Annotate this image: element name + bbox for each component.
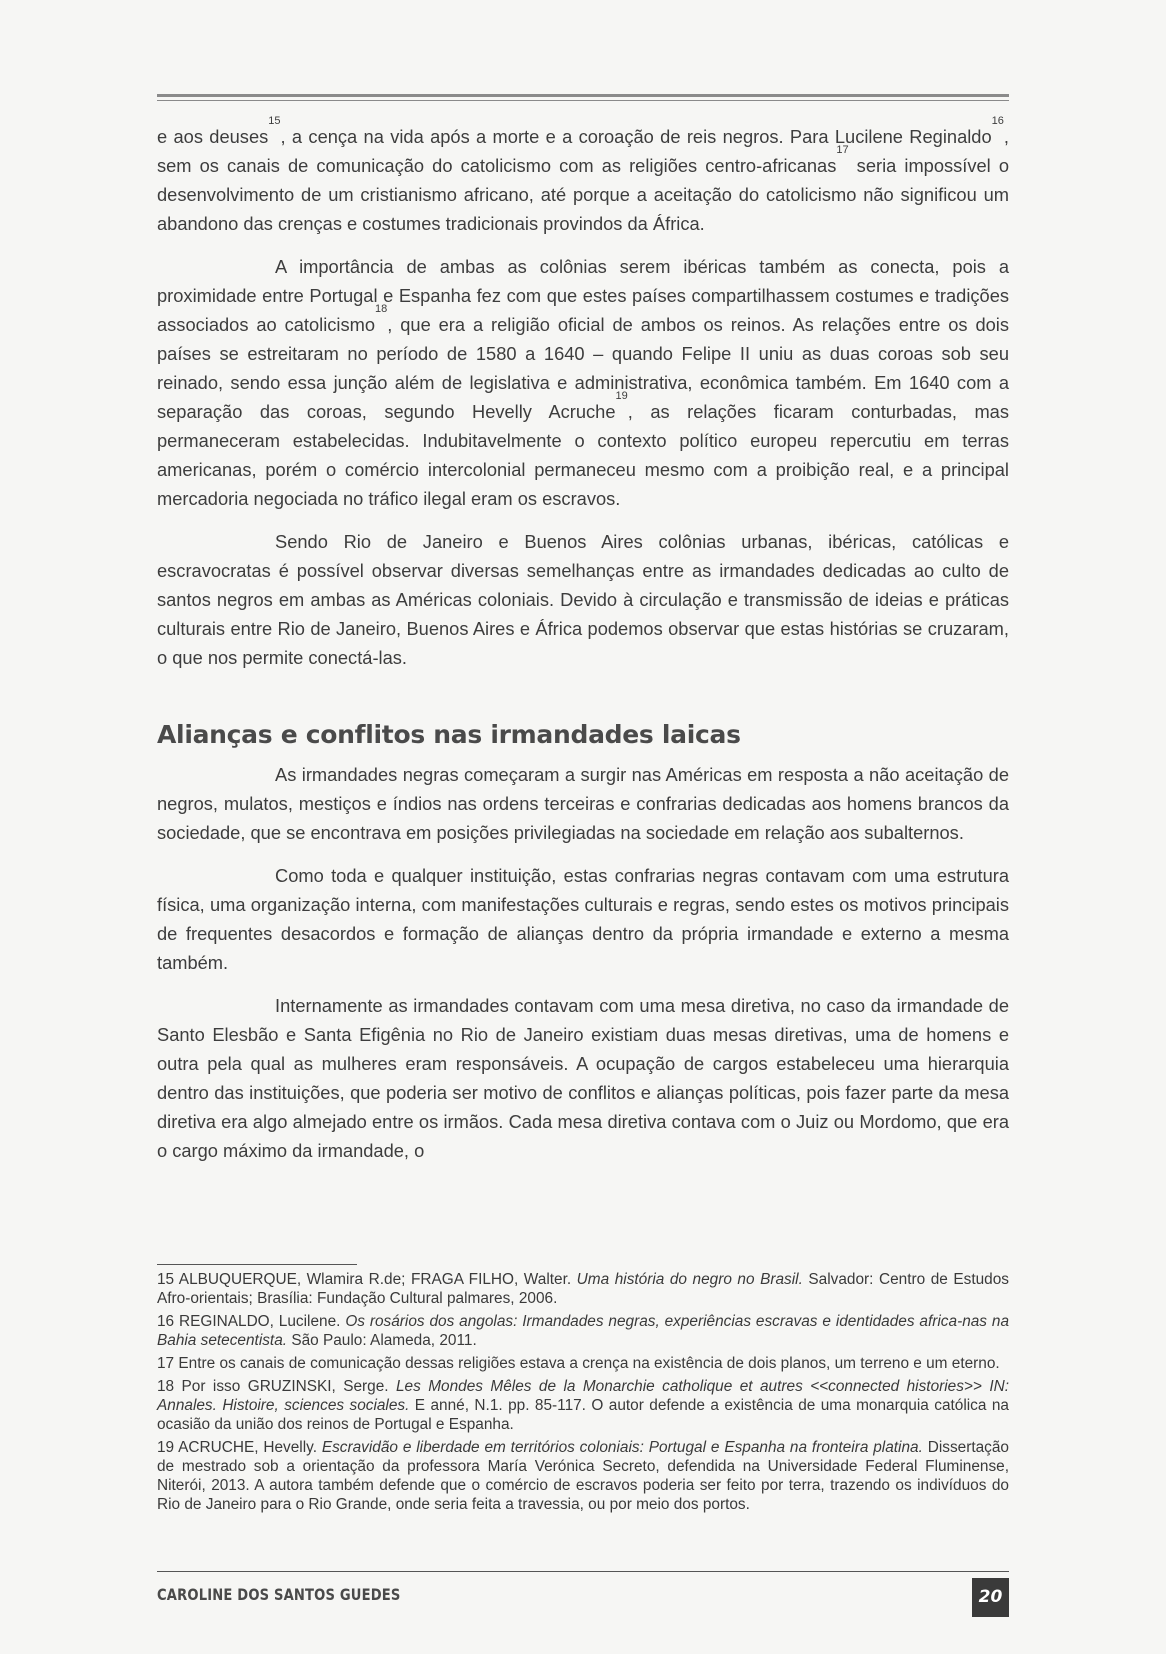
footnote-ref-17: 17 (836, 144, 849, 156)
footnote-18: 18 Por isso GRUZINSKI, Serge. Les Mondes Mêles de la Monarchie catholique et autres <<connected histories>> IN: Annales. Histoire, sciences sociales. E anné, N.1. pp. 85-117. O autor defende a existência de uma monarquia católica na ocasião da união dos reinos de Portugal e Espanha. (157, 1378, 1009, 1433)
paragraph-6: Internamente as irmandades contavam com uma mesa diretiva, no caso da irmandade de Santo Elesbão e Santa Efigênia no Rio de Janeiro existiam duas mesas diretivas, uma de homens e outra pela qual as mulheres eram responsáveis. A ocupação de cargos estabeleceu uma hierarquia dentro das instituições, que poderia ser motivo de conflitos e alianças políticas, pois fazer parte da mesa diretiva era algo almejado entre os irmãos. Cada mesa diretiva contava com o Juiz ou Mordomo, que era o cargo máximo da irmandade, o (157, 995, 1009, 1161)
section-heading: Alianças e conflitos nas irmandades laicas (157, 720, 741, 749)
footnote-ref-18: 18 (375, 303, 388, 315)
footer-rule (157, 1571, 1009, 1572)
header-double-rule (157, 94, 1009, 101)
footnote-16: 16 REGINALDO, Lucilene. Os rosários dos angolas: Irmandades negras, experiências escravas e identidades africa-nas na Bahia setecentista. São Paulo: Alameda, 2011. (157, 1313, 1010, 1349)
page-number-badge: 20 (972, 1578, 1009, 1617)
footnote-15: 15 ALBUQUERQUE, Wlamira R.de; FRAGA FILHO, Walter. Uma história do negro no Brasil. Salvador: Centro de Estudos Afro-orientais; Brasília: Fundação Cultural palmares, 2006. (157, 1271, 1009, 1307)
footnotes (157, 1270, 1009, 1518)
footer-author: CAROLINE DOS SANTOS GUEDES (157, 1585, 401, 1604)
footnote-17: 17 Entre os canais de comunicação dessas religiões estava a crença na existência de dois planos, um terreno e um eterno. (157, 1355, 1000, 1372)
paragraph-4: As irmandades negras começaram a surgir nas Américas em resposta a não aceitação de negros, mulatos, mestiços e índios nas ordens terceiras e confrarias dedicadas aos homens brancos da sociedade, que se encontrava em posições privilegiadas na sociedade em relação aos subalternos. (157, 764, 1009, 843)
footnote-ref-15: 15 (268, 115, 281, 127)
paragraph-1: e aos deuses$^{15}$, a cença na vida após a morte e a coroação de reis negros. Para Lucilene Reginaldo$^{16}$, sem os canais de comunicação do catolicismo com as religiões centro-africanas$^{17}$ seria impossível o desenvolvimento de um cristianismo africano, até porque a aceitação do catolicismo não significou um abandono das crenças e costumes tradicionais provindos da África. (157, 115, 1009, 234)
document-page (157, 0, 1009, 1654)
footnote-19: 19 ACRUCHE, Hevelly. Escravidão e liberdade em territórios coloniais: Portugal e Espanha na fronteira platina. Dissertação de mestrado sob a orientação da professora María Verónica Secreto, defendida na Universidade Federal Fluminense, Niterói, 2013. A autora também defende que o comércio de escravos poderia ser feito por terra, trazendo os indivíduos do Rio de Janeiro para o Rio Grande, onde seria feita a travessia, ou por meio dos portos. (157, 1439, 1009, 1513)
paragraph-5: Como toda e qualquer instituição, estas confrarias negras contavam com uma estrutura física, uma organização interna, com manifestações culturais e regras, sendo estes os motivos principais de frequentes desacordos e formação de alianças dentro da própria irmandade e externo a mesma também. (157, 865, 1009, 973)
paragraph-2: A importância de ambas as colônias serem ibéricas também as conecta, pois a proximidade entre Portugal e Espanha fez com que estes países compartilhassem costumes e tradições associados ao catolicismo$^{18}$, que era a religião oficial de ambos os reinos. As relações entre os dois países se estreitaram no período de 1580 a 1640 – quando Felipe II uniu as duas coroas sob seu reinado, sendo essa junção além de legislativa e administrativa, econômica também. Em 1640 com a separação das coroas, segundo Hevelly Acruche$^{19}$, as relações ficaram conturbadas, mas permaneceram estabelecidas. Indubitavelmente o contexto político europeu repercutiu em terras americanas, porém o comércio intercolonial permaneceu mesmo com a proibição real, e a principal mercadoria negociada no tráfico ilegal eram os escravos. (157, 256, 1009, 509)
body-text (157, 115, 1009, 1165)
paragraph-3: Sendo Rio de Janeiro e Buenos Aires colônias urbanas, ibéricas, católicas e escravocratas é possível observar diversas semelhanças entre as irmandades dedicadas ao culto de santos negros em ambas as Américas coloniais. Devido à circulação e transmissão de ideias e práticas culturais entre Rio de Janeiro, Buenos Aires e África podemos observar que estas histórias se cruzaram, o que nos permite conectá-las. (157, 531, 1009, 668)
footnote-ref-16: 16 (991, 115, 1004, 127)
footnote-separator (157, 1264, 357, 1265)
footnote-ref-19: 19 (615, 390, 628, 402)
